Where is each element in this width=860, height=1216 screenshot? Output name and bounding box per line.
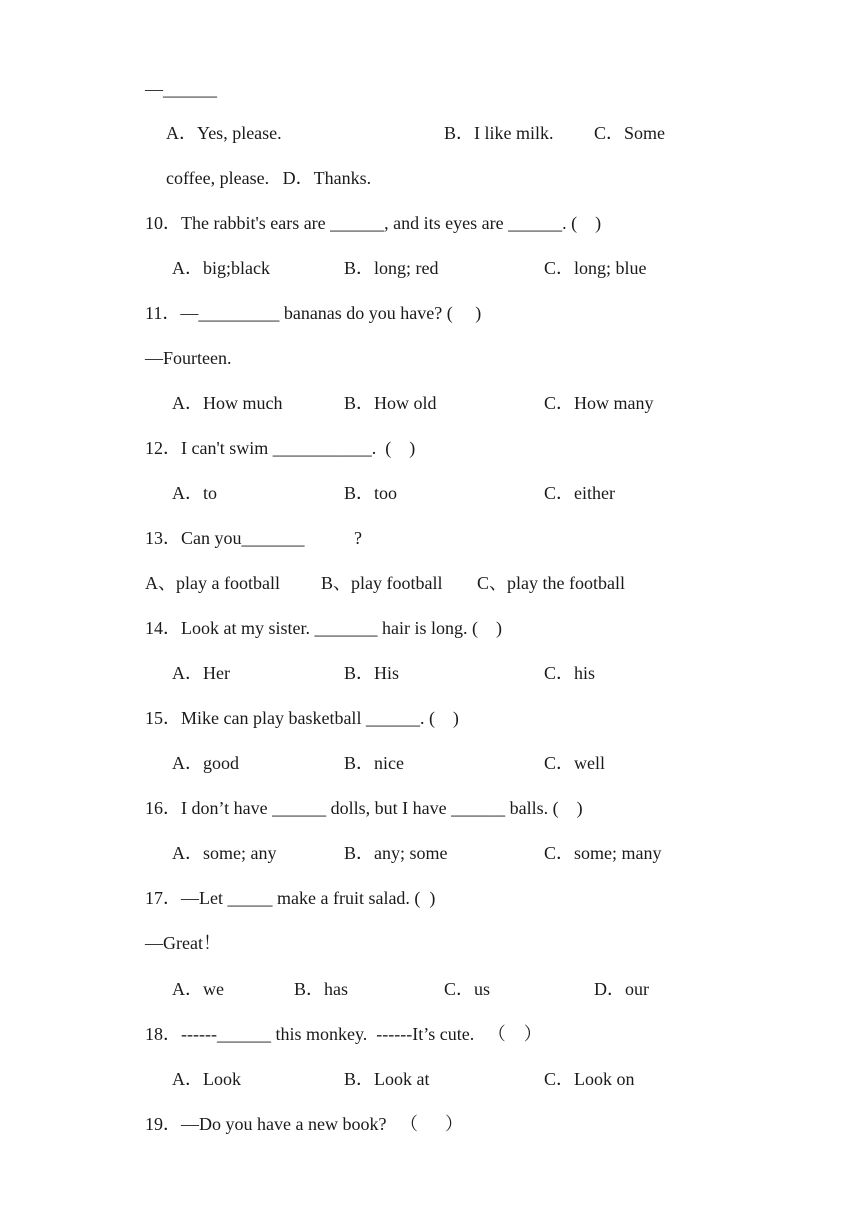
q11-option-a: A．How much xyxy=(172,393,283,413)
q17-option-d: D．our xyxy=(594,979,649,999)
q16-option-b: B．any; some xyxy=(344,843,448,863)
q17-stem: 17．—Let _____ make a fruit salad. ( ) xyxy=(145,888,436,908)
q14-option-a: A．Her xyxy=(172,663,230,683)
q15-stem: 15．Mike can play basketball ______. ( ) xyxy=(145,708,459,728)
q18-stem: 18．------______ this monkey. ------It’s cute. （ ） xyxy=(145,1024,542,1044)
q12-option-b: B．too xyxy=(344,483,398,503)
q14-option-c: C．his xyxy=(544,663,596,683)
q12-option-a: A．to xyxy=(172,483,217,503)
q17-option-b: B．has xyxy=(294,979,348,999)
q12-option-c: C．either xyxy=(544,483,615,503)
q16-option-c: C．some; many xyxy=(544,843,662,863)
q12-stem: 12．I can't swim ___________. ( ) xyxy=(145,438,416,458)
q15-option-c: C．well xyxy=(544,753,605,773)
q13-option-a: A、play a football xyxy=(145,573,280,593)
q18-option-a: A．Look xyxy=(172,1069,241,1089)
q13-stem: 13．Can you_______ ? xyxy=(145,528,362,548)
q18-option-b: B．Look at xyxy=(344,1069,430,1089)
q9-options-continued: coffee, please. D．Thanks. xyxy=(166,168,372,188)
q19-stem: 19．—Do you have a new book? （ ） xyxy=(145,1114,463,1134)
q10-option-b: B．long; red xyxy=(344,258,439,278)
q14-option-b: B．His xyxy=(344,663,400,683)
q9-option-a: A．Yes, please. xyxy=(166,123,282,143)
q17-reply: —Great！ xyxy=(145,933,221,953)
q10-option-c: C．long; blue xyxy=(544,258,647,278)
q10-option-a: A．big;black xyxy=(172,258,270,278)
q13-option-b: B、play football xyxy=(321,573,443,593)
q11-stem: 11．—_________ bananas do you have? ( ) xyxy=(145,303,482,323)
q14-stem: 14．Look at my sister. _______ hair is long. ( ) xyxy=(145,618,502,638)
q15-option-b: B．nice xyxy=(344,753,404,773)
q15-option-a: A．good xyxy=(172,753,239,773)
q9-option-b: B．I like milk. xyxy=(444,123,554,143)
q11-option-c: C．How many xyxy=(544,393,654,413)
q13-option-c: C、play the football xyxy=(477,573,625,593)
q16-stem: 16．I don’t have ______ dolls, but I have ______ balls. ( ) xyxy=(145,798,583,818)
q10-stem: 10．The rabbit's ears are ______, and its eyes are ______. ( ) xyxy=(145,213,602,233)
q17-option-a: A．we xyxy=(172,979,224,999)
q9-option-c-start: C．Some xyxy=(594,123,666,143)
q11-option-b: B．How old xyxy=(344,393,437,413)
q11-reply: —Fourteen. xyxy=(145,348,232,368)
q9-answer-blank: —______ xyxy=(145,79,217,99)
q18-option-c: C．Look on xyxy=(544,1069,635,1089)
q16-option-a: A．some; any xyxy=(172,843,277,863)
q17-option-c: C．us xyxy=(444,979,491,999)
